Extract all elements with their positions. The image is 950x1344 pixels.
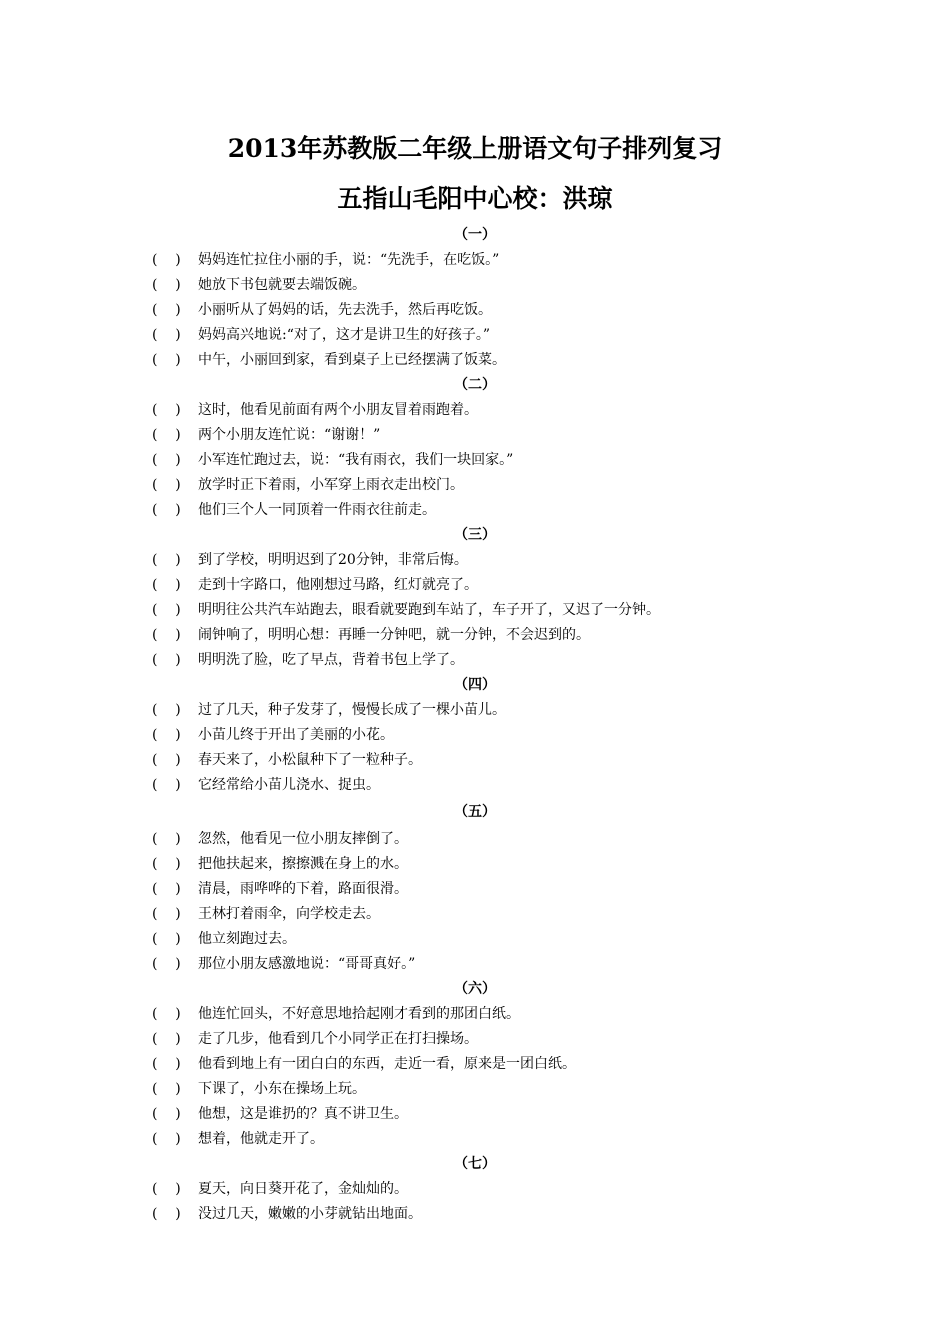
sentence-text: 他们三个人一同顶着一件雨衣往前走。: [198, 502, 436, 518]
sentence-item: [152, 927, 792, 952]
sentence-item: [152, 1027, 792, 1052]
answer-bracket[interactable]: ( ): [152, 252, 181, 268]
sentence-text: 闹钟响了，明明心想：再睡一分钟吧，就一分钟，不会迟到的。: [198, 627, 590, 643]
answer-bracket[interactable]: ( ): [152, 1106, 181, 1122]
sentence-text: 春天来了，小松鼠种下了一粒种子。: [198, 752, 422, 768]
sentence-item: [152, 648, 792, 673]
sentence-item: [152, 952, 792, 977]
answer-bracket[interactable]: ( ): [152, 627, 181, 643]
sentence-text: 想着，他就走开了。: [198, 1131, 324, 1147]
answer-bracket[interactable]: ( ): [152, 1181, 181, 1197]
answer-bracket[interactable]: ( ): [152, 956, 181, 972]
answer-bracket[interactable]: ( ): [152, 502, 181, 518]
document-subtitle: 五指山毛阳中心校：洪琼: [337, 184, 613, 213]
answer-bracket[interactable]: ( ): [152, 931, 181, 947]
sentence-item: [152, 473, 792, 498]
sentence-item: [152, 852, 792, 877]
answer-bracket[interactable]: ( ): [152, 577, 181, 593]
sentence-text: 明明往公共汽车站跑去，眼看就要跑到车站了，车子开了，又迟了一分钟。: [198, 602, 660, 618]
sentence-text: 到了学校，明明迟到了20分钟，非常后悔。: [198, 552, 468, 568]
sentence-text: 他想，这是谁扔的？真不讲卫生。: [198, 1106, 408, 1122]
answer-bracket[interactable]: ( ): [152, 727, 181, 743]
sentence-text: 下课了，小东在操场上玩。: [198, 1081, 366, 1097]
sentence-item: [152, 498, 792, 523]
sentence-text: 小军连忙跑过去，说：“我有雨衣，我们一块回家。”: [198, 452, 514, 468]
exercise-list: [152, 223, 792, 1227]
answer-bracket[interactable]: ( ): [152, 1006, 181, 1022]
answer-bracket[interactable]: ( ): [152, 1056, 181, 1072]
sentence-item: [152, 1202, 792, 1227]
answer-bracket[interactable]: ( ): [152, 777, 181, 793]
sentence-item: [152, 248, 792, 273]
sentence-text: 没过几天，嫩嫩的小芽就钻出地面。: [198, 1206, 422, 1222]
sentence-text: 放学时正下着雨，小军穿上雨衣走出校门。: [198, 477, 464, 493]
section-heading: （五）: [454, 804, 496, 820]
sentence-text: 中午，小丽回到家，看到桌子上已经摆满了饭菜。: [198, 352, 506, 368]
sentence-text: 她放下书包就要去端饭碗。: [198, 277, 366, 293]
section-heading: （七）: [454, 1156, 496, 1172]
sentence-item: [152, 598, 792, 623]
sentence-item: [152, 298, 792, 323]
sentence-item: [152, 273, 792, 298]
sentence-item: [152, 398, 792, 423]
sentence-text: 他看到地上有一团白白的东西，走近一看，原来是一团白纸。: [198, 1056, 576, 1072]
sentence-text: 小丽听从了妈妈的话，先去洗手，然后再吃饭。: [198, 302, 492, 318]
answer-bracket[interactable]: ( ): [152, 652, 181, 668]
sentence-text: 王林打着雨伞，向学校走去。: [198, 906, 380, 922]
answer-bracket[interactable]: ( ): [152, 881, 181, 897]
sentence-item: [152, 723, 792, 748]
answer-bracket[interactable]: ( ): [152, 831, 181, 847]
sentence-item: [152, 1177, 792, 1202]
sentence-item: [152, 827, 792, 852]
sentence-item: [152, 748, 792, 773]
answer-bracket[interactable]: ( ): [152, 856, 181, 872]
sentence-text: 走到十字路口，他刚想过马路，红灯就亮了。: [198, 577, 478, 593]
sentence-text: 忽然，他看见一位小朋友摔倒了。: [198, 831, 408, 847]
sentence-text: 他立刻跑过去。: [198, 931, 296, 947]
sentence-text: 那位小朋友感激地说：“哥哥真好。”: [198, 956, 416, 972]
document-title: 2013年苏教版二年级上册语文句子排列复习: [227, 134, 723, 163]
section-heading: （二）: [454, 377, 496, 393]
sentence-item: [152, 348, 792, 373]
sentence-text: 他连忙回头，不好意思地拾起刚才看到的那团白纸。: [198, 1006, 520, 1022]
sentence-item: [152, 448, 792, 473]
answer-bracket[interactable]: ( ): [152, 302, 181, 318]
section-heading: （四）: [454, 677, 496, 693]
sentence-text: 这时，他看见前面有两个小朋友冒着雨跑着。: [198, 402, 478, 418]
sentence-item: [152, 573, 792, 598]
answer-bracket[interactable]: ( ): [152, 1206, 181, 1222]
sentence-item: [152, 877, 792, 902]
sentence-item: [152, 1052, 792, 1077]
answer-bracket[interactable]: ( ): [152, 477, 181, 493]
sentence-text: 把他扶起来，擦擦溅在身上的水。: [198, 856, 408, 872]
sentence-item: [152, 1002, 792, 1027]
answer-bracket[interactable]: ( ): [152, 552, 181, 568]
sentence-text: 过了几天，种子发芽了，慢慢长成了一棵小苗儿。: [198, 702, 506, 718]
answer-bracket[interactable]: ( ): [152, 1131, 181, 1147]
answer-bracket[interactable]: ( ): [152, 602, 181, 618]
answer-bracket[interactable]: ( ): [152, 906, 181, 922]
answer-bracket[interactable]: ( ): [152, 327, 181, 343]
answer-bracket[interactable]: ( ): [152, 1081, 181, 1097]
section-heading: （三）: [454, 527, 496, 543]
sentence-text: 明明洗了脸，吃了早点，背着书包上学了。: [198, 652, 464, 668]
sentence-text: 妈妈连忙拉住小丽的手，说：“先洗手，在吃饭。”: [198, 252, 500, 268]
answer-bracket[interactable]: ( ): [152, 702, 181, 718]
answer-bracket[interactable]: ( ): [152, 752, 181, 768]
sentence-item: [152, 1102, 792, 1127]
sentence-item: [152, 902, 792, 927]
sentence-text: 妈妈高兴地说:“对了，这才是讲卫生的好孩子。”: [198, 327, 491, 343]
section-heading: （六）: [454, 981, 496, 997]
answer-bracket[interactable]: ( ): [152, 1031, 181, 1047]
sentence-item: [152, 423, 792, 448]
sentence-item: [152, 773, 792, 798]
sentence-text: 清晨，雨哗哗的下着，路面很滑。: [198, 881, 408, 897]
answer-bracket[interactable]: ( ): [152, 452, 181, 468]
section-heading: （一）: [454, 227, 496, 243]
answer-bracket[interactable]: ( ): [152, 352, 181, 368]
sentence-item: [152, 323, 792, 348]
answer-bracket[interactable]: ( ): [152, 277, 181, 293]
sentence-item: [152, 623, 792, 648]
sentence-item: [152, 1077, 792, 1102]
sentence-text: 两个小朋友连忙说：“谢谢！”: [198, 427, 381, 443]
sentence-text: 小苗儿终于开出了美丽的小花。: [198, 727, 394, 743]
sentence-item: [152, 548, 792, 573]
sentence-item: [152, 698, 792, 723]
sentence-text: 走了几步，他看到几个小同学正在打扫操场。: [198, 1031, 478, 1047]
sentence-text: 夏天，向日葵开花了，金灿灿的。: [198, 1181, 408, 1197]
answer-bracket[interactable]: ( ): [152, 427, 181, 443]
sentence-item: [152, 1127, 792, 1152]
answer-bracket[interactable]: ( ): [152, 402, 181, 418]
sentence-text: 它经常给小苗儿浇水、捉虫。: [198, 777, 380, 793]
